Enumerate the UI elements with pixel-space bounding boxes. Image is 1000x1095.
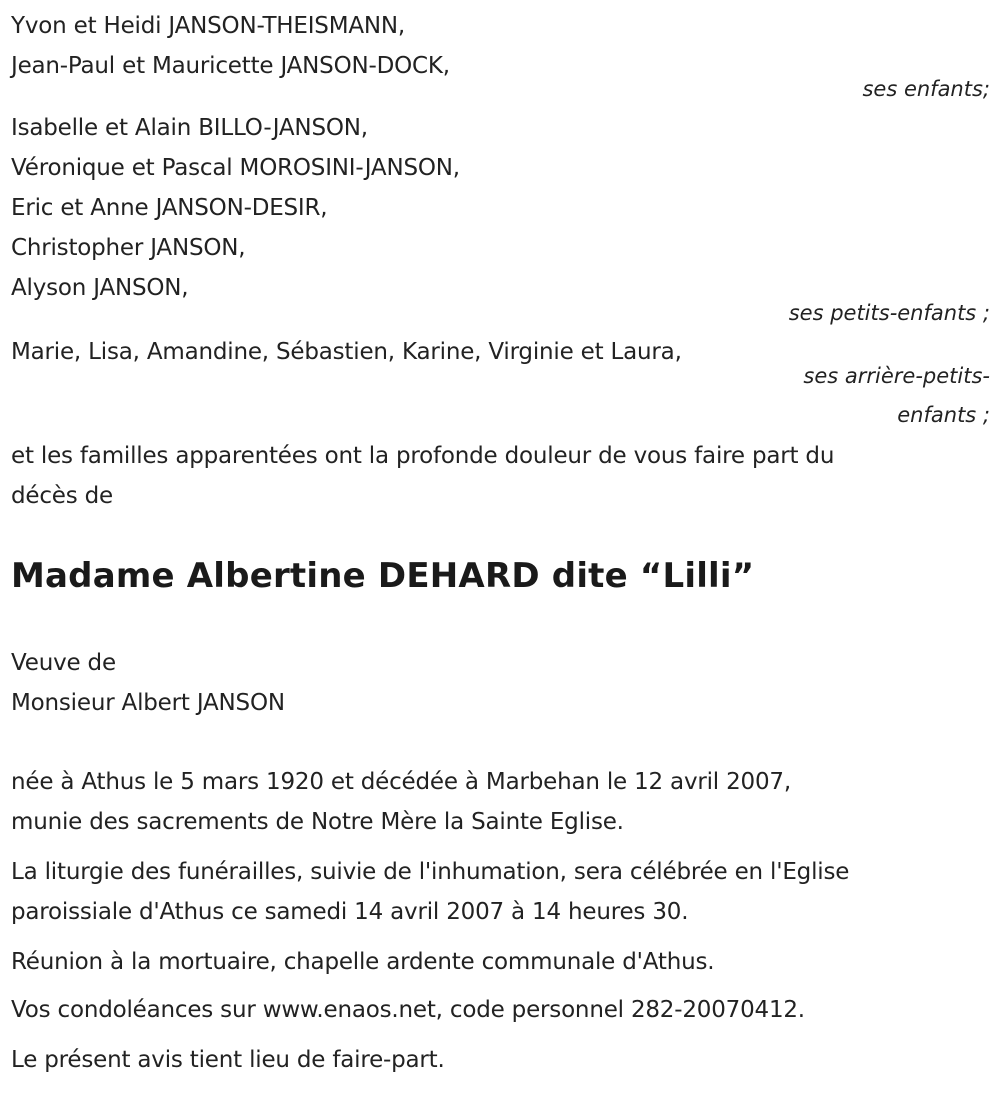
funeral-block bbox=[11, 852, 849, 932]
grandchild-line-5: Alyson JANSON, bbox=[11, 275, 189, 301]
great-grandchildren-role-2: enfants ; bbox=[897, 403, 990, 427]
grandchild-line-1: Isabelle et Alain BILLO-JANSON, bbox=[11, 115, 368, 141]
grandchild-line-3: Eric et Anne JANSON-DESIR, bbox=[11, 195, 328, 221]
announcement-line-2: décès de bbox=[11, 483, 113, 509]
widow-line-2: Monsieur Albert JANSON bbox=[11, 690, 285, 716]
announcement bbox=[11, 436, 834, 516]
birth-death-line-1: née à Athus le 5 mars 1920 et décédée à Marbehan le 12 avril 2007, bbox=[11, 769, 791, 795]
grandchild-line-4: Christopher JANSON, bbox=[11, 235, 246, 261]
deceased-name: Madame Albertine DEHARD dite “Lilli” bbox=[11, 556, 755, 596]
great-grandchildren-role-1: ses arrière-petits- bbox=[803, 364, 990, 388]
gathering-line: Réunion à la mortuaire, chapelle ardente communale d'Athus. bbox=[11, 949, 715, 975]
children-role: ses enfants; bbox=[862, 77, 990, 101]
grandchildren-block bbox=[11, 108, 460, 308]
birth-death-block bbox=[11, 762, 791, 842]
funeral-line-1: La liturgie des funérailles, suivie de l'inhumation, sera célébrée en l'Eglise bbox=[11, 859, 850, 885]
grandchild-line-2: Véronique et Pascal MOROSINI-JANSON, bbox=[11, 155, 460, 181]
widow-block bbox=[11, 643, 285, 723]
child-line-1: Yvon et Heidi JANSON-THEISMANN, bbox=[11, 13, 406, 39]
grandchildren-role: ses petits-enfants ; bbox=[788, 301, 990, 325]
condolences-line: Vos condoléances sur www.enaos.net, code personnel 282-20070412. bbox=[11, 997, 805, 1023]
birth-death-line-2: munie des sacrements de Notre Mère la Sainte Eglise. bbox=[11, 809, 624, 835]
announcement-line-1: et les familles apparentées ont la profonde douleur de vous faire part du bbox=[11, 443, 835, 469]
child-line-2: Jean-Paul et Mauricette JANSON-DOCK, bbox=[11, 53, 450, 79]
widow-line-1: Veuve de bbox=[11, 650, 116, 676]
funeral-line-2: paroissiale d'Athus ce samedi 14 avril 2007 à 14 heures 30. bbox=[11, 899, 689, 925]
great-grandchildren-line: Marie, Lisa, Amandine, Sébastien, Karine, Virginie et Laura, bbox=[11, 339, 682, 365]
notice-line: Le présent avis tient lieu de faire-part. bbox=[11, 1047, 445, 1073]
